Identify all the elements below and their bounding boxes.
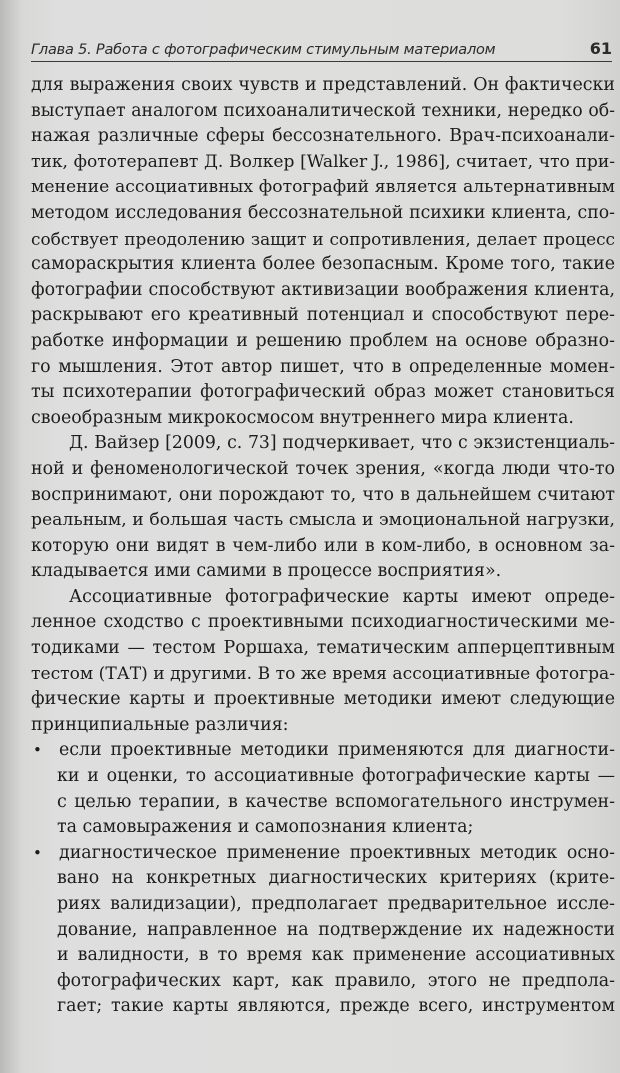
text-line: с целью терапии, в качестве вспомогательного инструмен- xyxy=(57,791,615,812)
text-line: раскрывают его креативный потенциал и способствуют пере- xyxy=(31,305,615,326)
text-line: дование, направленное на подтверждение их надежности xyxy=(57,919,615,940)
bullet-marker: • xyxy=(33,843,42,862)
text-line: риях валидизации), предполагает предварительное иссле- xyxy=(57,894,615,914)
text-line: Д. Вайзер [2009, с. 73] подчеркивает, что с экзистенциаль- xyxy=(69,433,615,454)
running-title: Глава 5. Работа с фотографическим стимульным материалом xyxy=(31,42,496,58)
text-line: принципиальные различия: xyxy=(31,714,289,735)
paragraph xyxy=(31,73,615,431)
text-line: го мышления. Этот автор пишет, что в определенные момен- xyxy=(31,356,615,377)
bullet-first-line xyxy=(31,841,615,867)
text-line: фотографии способствуют активизации воображения клиента, xyxy=(31,279,615,300)
text-line: ной и феноменологической точек зрения, «когда люди что-то xyxy=(31,458,615,479)
text-line: работке информации и решению проблем на основе образно- xyxy=(31,330,615,351)
text-line: тестом (ТАТ) и другими. В то же время ассоциативные фотогра- xyxy=(31,663,615,684)
page-number: 61 xyxy=(589,39,612,58)
text-line: нажая различные сферы бессознательного. Врач-психоанали- xyxy=(31,126,615,147)
text-line: Ассоциативные фотографические карты имеют опреде- xyxy=(69,586,615,607)
text-line: фические карты и проективные методики имеют следующие xyxy=(31,689,615,710)
text-line: методом исследования бессознательной психики клиента, спо- xyxy=(31,202,615,223)
bullet-item xyxy=(31,738,615,840)
paragraph xyxy=(31,431,615,585)
text-line: и валидности, в то время как применение ассоциативных xyxy=(57,945,615,966)
bullet-marker: • xyxy=(33,741,42,760)
text-line: своеобразным микрокосмосом внутреннего мира клиента. xyxy=(31,407,574,428)
text-line: менение ассоциативных фотографий является альтернативным xyxy=(31,177,615,198)
text-line: ты психотерапии фотографический образ может становиться xyxy=(31,382,615,403)
text-line: вано на конкретных диагностических критериях (крите- xyxy=(57,868,615,889)
text-line: кладывается ими самими в процессе восприятия». xyxy=(31,561,502,582)
text-line: собствует преодолению защит и сопротивления, делает процесс xyxy=(31,228,615,249)
bullet-item xyxy=(31,841,615,1020)
body-text xyxy=(31,73,615,1020)
text-line: ленное сходство с проективными психодиагностическими ме- xyxy=(31,612,615,633)
text-line: самораскрытия клиента более безопасным. Кроме того, такие xyxy=(31,254,615,275)
text-line: воспринимают, они порождают то, что в дальнейшем считают xyxy=(31,484,615,505)
bullet-first-line xyxy=(31,738,615,764)
text-line: если проективные методики применяются для диагности- xyxy=(59,740,615,761)
text-line: тодиками — тестом Роршаха, тематическим апперцептивным xyxy=(31,638,615,659)
text-line: та самовыражения и самопознания клиента; xyxy=(57,817,474,838)
text-line: для выражения своих чувств и представлений. Он фактически xyxy=(31,75,615,95)
text-line: реальным, и большая часть смысла и эмоциональной нагрузки, xyxy=(31,510,615,531)
text-line: которую они видят в чем-либо или в ком-либо, в основном за- xyxy=(31,535,615,556)
paragraph xyxy=(31,585,615,739)
text-line: выступает аналогом психоаналитической техники, нередко об- xyxy=(31,100,615,121)
text-line: фотографических карт, как правило, этого не предпола- xyxy=(57,970,615,991)
text-line: ки и оценки, то ассоциативные фотографические карты — xyxy=(57,766,615,787)
text-line: диагностическое применение проективных методик осно- xyxy=(59,842,615,863)
text-line: гает; такие карты являются, прежде всего, инструментом xyxy=(57,996,615,1017)
text-line: тик, фототерапевт Д. Волкер [Walker J., 1986], считает, что при- xyxy=(31,151,615,172)
page-header xyxy=(31,32,612,62)
